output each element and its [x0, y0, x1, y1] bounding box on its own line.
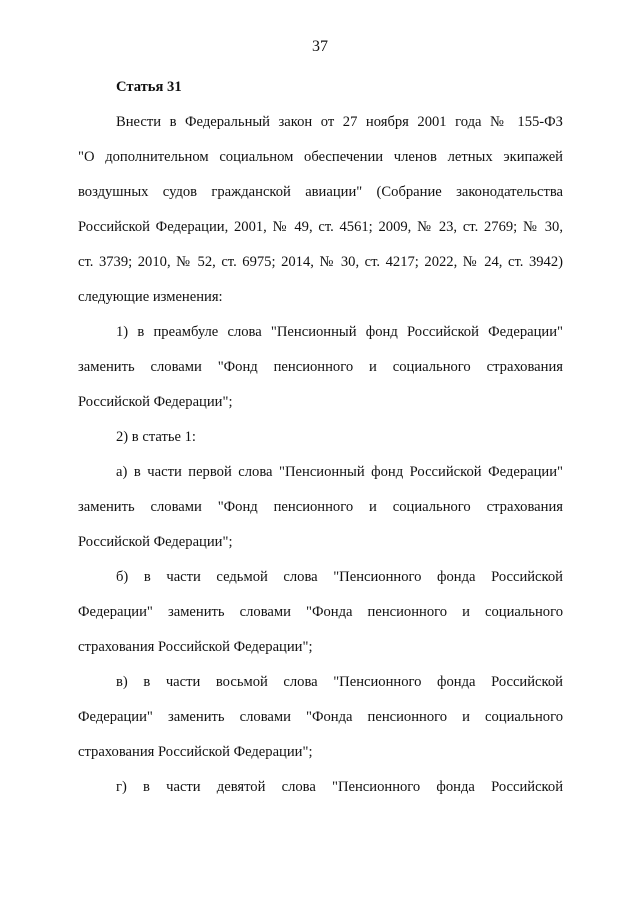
- paragraph: [78, 315, 563, 420]
- text-line: ст. 3739; 2010, № 52, ст. 6975; 2014, № 30, ст. 4217; 2022, № 24, ст. 3942): [78, 254, 563, 270]
- text-line: в) в части восьмой слова "Пенсионного фонда Российской: [116, 674, 563, 690]
- paragraph: [78, 105, 563, 315]
- text-line: воздушных судов гражданской авиации" (Собрание законодательства: [78, 184, 563, 200]
- text-line: заменить словами "Фонд пенсионного и социального страхования: [78, 359, 563, 375]
- paragraph: [78, 455, 563, 560]
- text-line: "О дополнительном социальном обеспечении членов летных экипажей: [78, 149, 563, 165]
- article-title: Статья 31: [116, 79, 182, 95]
- text-line: Российской Федерации, 2001, № 49, ст. 4561; 2009, № 23, ст. 2769; № 30,: [78, 219, 563, 235]
- text-line: следующие изменения:: [78, 289, 223, 305]
- text-line: а) в части первой слова "Пенсионный фонд Российской Федерации": [116, 464, 563, 480]
- text-line: Российской Федерации";: [78, 394, 233, 410]
- text-line: страхования Российской Федерации";: [78, 639, 313, 655]
- paragraph: [78, 665, 563, 770]
- paragraph: [78, 560, 563, 665]
- text-line: заменить словами "Фонд пенсионного и социального страхования: [78, 499, 563, 515]
- text-line: Федерации" заменить словами "Фонда пенсионного и социального: [78, 709, 563, 725]
- text-line: г) в части девятой слова "Пенсионного фонда Российской: [116, 779, 563, 795]
- text-line: 2) в статье 1:: [116, 429, 196, 445]
- text-line: Российской Федерации";: [78, 534, 233, 550]
- page-number: 37: [312, 38, 328, 55]
- text-line: страхования Российской Федерации";: [78, 744, 313, 760]
- text-line: Федерации" заменить словами "Фонда пенсионного и социального: [78, 604, 563, 620]
- paragraph: [78, 770, 563, 805]
- document-body: [78, 70, 563, 805]
- paragraph: [78, 420, 563, 455]
- text-line: б) в части седьмой слова "Пенсионного фонда Российской: [116, 569, 563, 585]
- text-line: Внести в Федеральный закон от 27 ноября 2001 года № 155-ФЗ: [116, 114, 563, 130]
- text-line: 1) в преамбуле слова "Пенсионный фонд Российской Федерации": [116, 324, 563, 340]
